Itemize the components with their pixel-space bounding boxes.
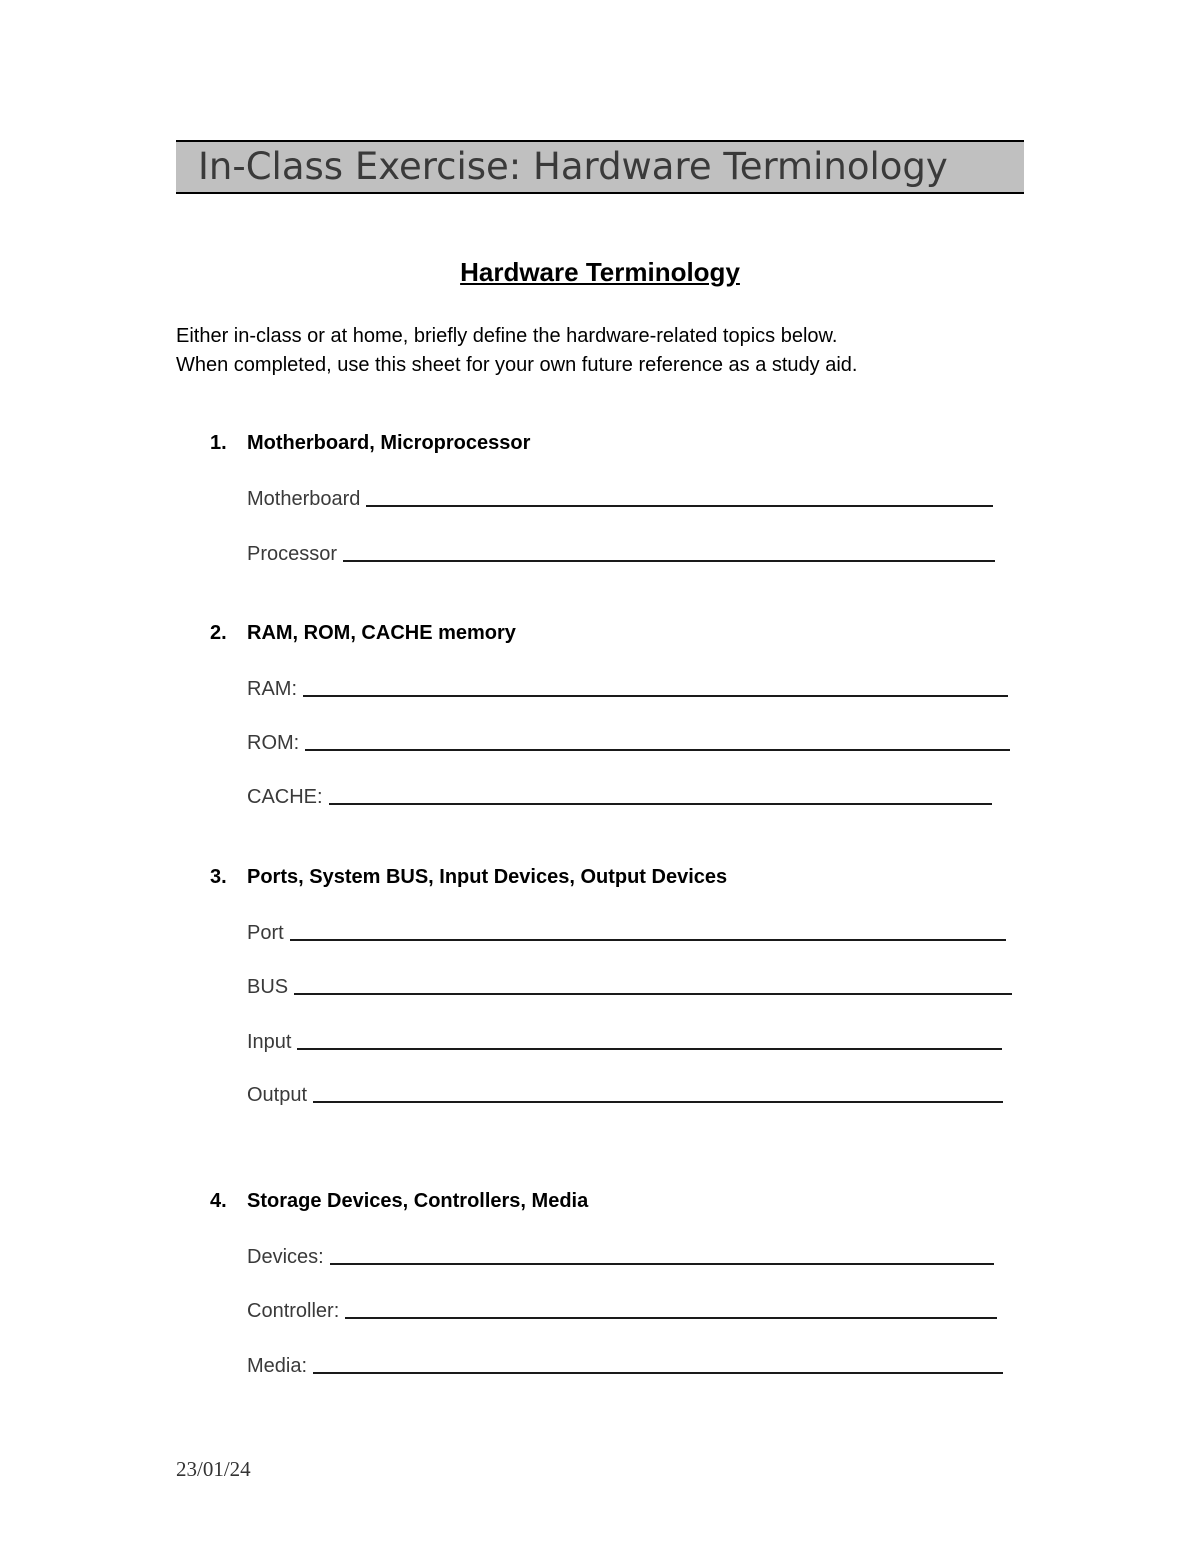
- field-label: Input: [247, 1031, 292, 1053]
- field-label: BUS: [247, 976, 289, 998]
- definition-field-processor[interactable]: [247, 539, 995, 567]
- answer-blank[interactable]: [330, 1263, 994, 1265]
- answer-blank[interactable]: [313, 1101, 1003, 1103]
- question-number: 1.: [210, 432, 227, 454]
- answer-blank[interactable]: [305, 749, 1010, 751]
- field-label: Output: [247, 1084, 308, 1106]
- definition-field-input[interactable]: [247, 1027, 1002, 1055]
- definition-field-port[interactable]: [247, 918, 1006, 946]
- question-number: 2.: [210, 622, 227, 644]
- answer-blank[interactable]: [290, 939, 1006, 941]
- title-banner: [176, 140, 1024, 194]
- definition-field-bus[interactable]: [247, 972, 1012, 1000]
- answer-blank[interactable]: [294, 993, 1012, 995]
- answer-blank[interactable]: [313, 1372, 1003, 1374]
- definition-field-motherboard[interactable]: [247, 484, 993, 512]
- question-text: Motherboard, Microprocessor: [247, 432, 531, 454]
- question-2-title: [210, 620, 516, 646]
- field-label: Motherboard: [247, 488, 361, 510]
- document-title: In-Class Exercise: Hardware Terminology: [198, 145, 948, 188]
- answer-blank[interactable]: [345, 1317, 997, 1319]
- question-text: Ports, System BUS, Input Devices, Output Devices: [247, 866, 728, 888]
- instructions-line-1: Either in-class or at home, briefly define the hardware-related topics below.: [176, 325, 838, 347]
- question-text: Storage Devices, Controllers, Media: [247, 1190, 589, 1212]
- definition-field-devices[interactable]: [247, 1242, 994, 1270]
- question-3-title: [210, 864, 727, 890]
- question-1-title: [210, 430, 530, 456]
- definition-field-rom[interactable]: [247, 728, 1010, 756]
- answer-blank[interactable]: [343, 560, 995, 562]
- footer-date: 23/01/24: [176, 1457, 251, 1481]
- question-4-title: [210, 1188, 588, 1214]
- field-label: RAM:: [247, 678, 297, 700]
- section-heading: Hardware Terminology: [460, 257, 740, 287]
- field-label: CACHE:: [247, 786, 323, 808]
- field-label: Media:: [247, 1355, 308, 1377]
- question-text: RAM, ROM, CACHE memory: [247, 622, 516, 644]
- answer-blank[interactable]: [303, 695, 1008, 697]
- question-number: 3.: [210, 866, 227, 888]
- question-number: 4.: [210, 1190, 227, 1212]
- instructions-line-2: When completed, use this sheet for your own future reference as a study aid.: [176, 354, 858, 376]
- definition-field-media[interactable]: [247, 1351, 1003, 1379]
- instructions: [176, 322, 1036, 380]
- answer-blank[interactable]: [329, 803, 992, 805]
- definition-field-ram[interactable]: [247, 674, 1008, 702]
- answer-blank[interactable]: [366, 505, 993, 507]
- definition-field-output[interactable]: [247, 1080, 1003, 1108]
- field-label: ROM:: [247, 732, 300, 754]
- field-label: Devices:: [247, 1246, 324, 1268]
- field-label: Controller:: [247, 1300, 340, 1322]
- definition-field-controller[interactable]: [247, 1296, 997, 1324]
- definition-field-cache[interactable]: [247, 782, 992, 810]
- answer-blank[interactable]: [297, 1048, 1002, 1050]
- field-label: Processor: [247, 543, 338, 565]
- field-label: Port: [247, 922, 284, 944]
